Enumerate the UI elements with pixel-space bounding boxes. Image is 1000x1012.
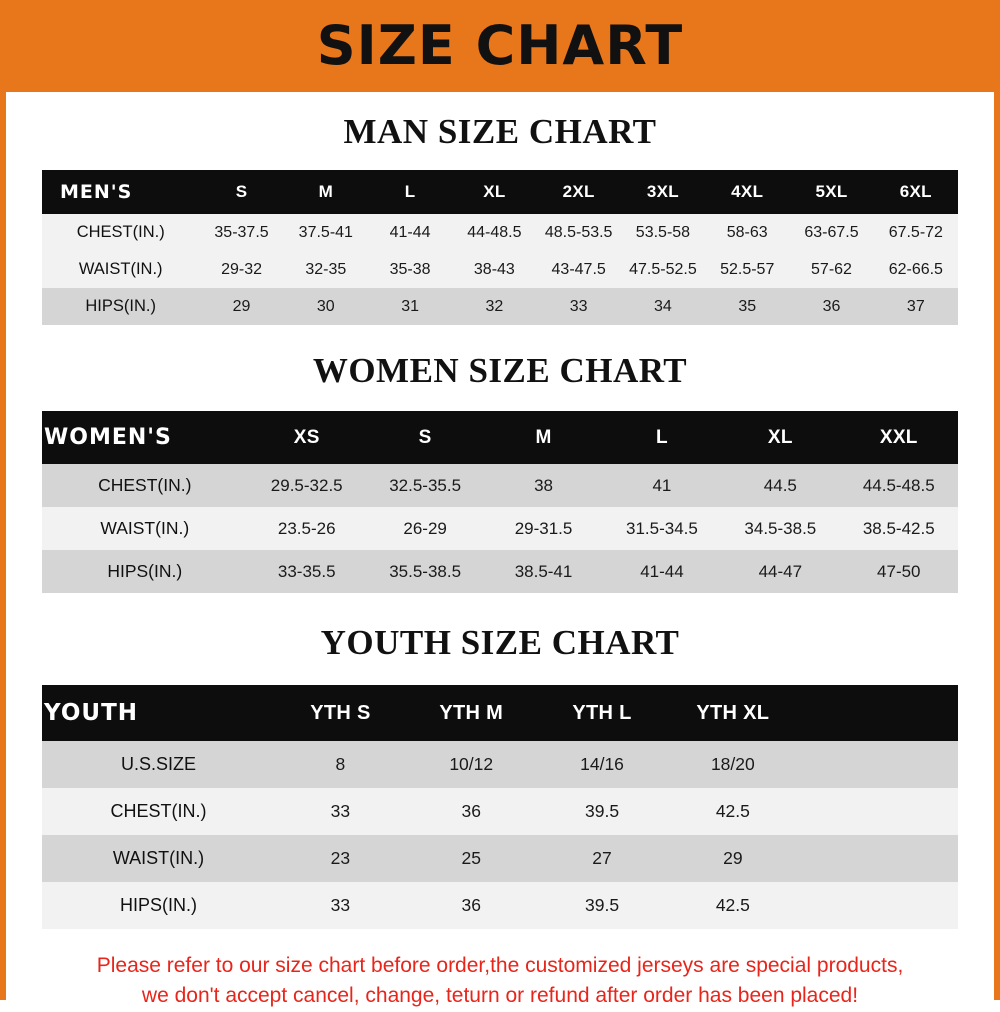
youth-table-body (42, 741, 958, 929)
table-cell: 29 (667, 835, 798, 882)
table-cell: 34 (621, 288, 705, 325)
table-cell: 38 (484, 464, 602, 507)
page-title: SIZE CHART (316, 14, 684, 77)
table-cell: 44.5-48.5 (840, 464, 958, 507)
table-cell: 32 (452, 288, 536, 325)
table-cell: 29.5-32.5 (248, 464, 366, 507)
table-cell: 32.5-35.5 (366, 464, 484, 507)
table-cell: 48.5-53.5 (537, 214, 621, 251)
table-row (42, 214, 958, 251)
women-header-xl: XL (721, 411, 839, 464)
table-cell: 37.5-41 (284, 214, 368, 251)
man-header-5xl: 5XL (789, 170, 873, 214)
youth-header-label: YOUTH (42, 685, 275, 741)
table-cell: 39.5 (537, 788, 668, 835)
man-table-body (42, 214, 958, 325)
women-header-l: L (603, 411, 721, 464)
header-banner (6, 0, 994, 92)
man-row-label-waist: WAIST(IN.) (42, 251, 199, 288)
table-cell: 33 (275, 788, 406, 835)
man-size-table (42, 170, 958, 325)
youth-header-spacer (798, 685, 958, 741)
table-cell: 47.5-52.5 (621, 251, 705, 288)
man-table-wrap (6, 170, 994, 325)
footer-line-1: Please refer to our size chart before order,the customized jerseys are special products, (96, 954, 904, 977)
table-cell: 36 (406, 882, 537, 929)
women-row-label-hips: HIPS(IN.) (42, 550, 248, 593)
man-header-label: MEN'S (42, 170, 199, 214)
table-cell: 35.5-38.5 (366, 550, 484, 593)
women-table-wrap (6, 411, 994, 593)
man-row-label-chest: CHEST(IN.) (42, 214, 199, 251)
table-cell: 18/20 (667, 741, 798, 788)
youth-row-label-hips: HIPS(IN.) (42, 882, 275, 929)
table-cell: 25 (406, 835, 537, 882)
table-cell: 29-32 (199, 251, 283, 288)
table-cell: 35-38 (368, 251, 452, 288)
table-cell-empty (798, 788, 958, 835)
table-cell: 26-29 (366, 507, 484, 550)
women-row-label-waist: WAIST(IN.) (42, 507, 248, 550)
youth-row-label-us-size: U.S.SIZE (42, 741, 275, 788)
youth-size-table (42, 685, 958, 929)
table-cell: 52.5-57 (705, 251, 789, 288)
table-cell: 8 (275, 741, 406, 788)
table-cell: 41 (603, 464, 721, 507)
table-cell: 31.5-34.5 (603, 507, 721, 550)
youth-row-label-waist: WAIST(IN.) (42, 835, 275, 882)
table-cell: 39.5 (537, 882, 668, 929)
man-header-3xl: 3XL (621, 170, 705, 214)
man-section-title: MAN SIZE CHART (343, 112, 657, 151)
footer-note (6, 929, 994, 1012)
table-cell: 42.5 (667, 788, 798, 835)
table-cell: 30 (284, 288, 368, 325)
table-header-row (42, 685, 958, 741)
table-cell: 38.5-41 (484, 550, 602, 593)
table-cell: 14/16 (537, 741, 668, 788)
table-cell: 32-35 (284, 251, 368, 288)
table-row (42, 788, 958, 835)
man-header-2xl: 2XL (537, 170, 621, 214)
table-cell: 63-67.5 (789, 214, 873, 251)
youth-header-m: YTH M (406, 685, 537, 741)
women-table-body (42, 464, 958, 593)
table-cell: 44.5 (721, 464, 839, 507)
man-header-s: S (199, 170, 283, 214)
table-header-row (42, 170, 958, 214)
table-cell: 43-47.5 (537, 251, 621, 288)
table-cell: 33 (275, 882, 406, 929)
table-cell: 35 (705, 288, 789, 325)
women-header-xs: XS (248, 411, 366, 464)
table-cell: 23.5-26 (248, 507, 366, 550)
women-section-title: WOMEN SIZE CHART (312, 351, 688, 390)
table-cell: 34.5-38.5 (721, 507, 839, 550)
table-cell: 67.5-72 (874, 214, 958, 251)
youth-header-l: YTH L (537, 685, 668, 741)
women-header-m: M (484, 411, 602, 464)
women-row-label-chest: CHEST(IN.) (42, 464, 248, 507)
man-header-4xl: 4XL (705, 170, 789, 214)
table-cell: 35-37.5 (199, 214, 283, 251)
table-cell: 36 (789, 288, 873, 325)
table-cell: 58-63 (705, 214, 789, 251)
women-header-s: S (366, 411, 484, 464)
table-row (42, 288, 958, 325)
table-row (42, 251, 958, 288)
table-cell-empty (798, 835, 958, 882)
table-header-row (42, 411, 958, 464)
table-cell: 29 (199, 288, 283, 325)
youth-row-label-chest: CHEST(IN.) (42, 788, 275, 835)
table-cell: 62-66.5 (874, 251, 958, 288)
women-header-xxl: XXL (840, 411, 958, 464)
man-header-xl: XL (452, 170, 536, 214)
table-cell: 57-62 (789, 251, 873, 288)
table-cell-empty (798, 882, 958, 929)
table-cell: 38-43 (452, 251, 536, 288)
table-row (42, 464, 958, 507)
youth-section-title: YOUTH SIZE CHART (320, 623, 680, 662)
women-size-table (42, 411, 958, 593)
table-cell: 29-31.5 (484, 507, 602, 550)
table-cell: 41-44 (603, 550, 721, 593)
table-cell: 47-50 (840, 550, 958, 593)
youth-table-wrap (6, 685, 994, 929)
table-cell: 41-44 (368, 214, 452, 251)
table-cell: 44-48.5 (452, 214, 536, 251)
table-row (42, 741, 958, 788)
man-row-label-hips: HIPS(IN.) (42, 288, 199, 325)
youth-header-xl: YTH XL (667, 685, 798, 741)
table-row (42, 882, 958, 929)
table-cell: 37 (874, 288, 958, 325)
women-header-label: WOMEN'S (42, 411, 248, 464)
man-table-head (42, 170, 958, 214)
table-cell: 53.5-58 (621, 214, 705, 251)
table-cell: 33 (537, 288, 621, 325)
table-cell: 44-47 (721, 550, 839, 593)
table-cell-empty (798, 741, 958, 788)
man-header-6xl: 6XL (874, 170, 958, 214)
table-row (42, 835, 958, 882)
table-cell: 31 (368, 288, 452, 325)
table-cell: 23 (275, 835, 406, 882)
table-row (42, 550, 958, 593)
man-header-l: L (368, 170, 452, 214)
youth-header-s: YTH S (275, 685, 406, 741)
women-table-head (42, 411, 958, 464)
table-cell: 33-35.5 (248, 550, 366, 593)
table-cell: 36 (406, 788, 537, 835)
man-header-m: M (284, 170, 368, 214)
youth-table-head (42, 685, 958, 741)
table-cell: 27 (537, 835, 668, 882)
table-cell: 38.5-42.5 (840, 507, 958, 550)
table-cell: 10/12 (406, 741, 537, 788)
table-cell: 42.5 (667, 882, 798, 929)
table-row (42, 507, 958, 550)
footer-line-2: we don't accept cancel, change, teturn or refund after order has been placed! (141, 984, 859, 1008)
